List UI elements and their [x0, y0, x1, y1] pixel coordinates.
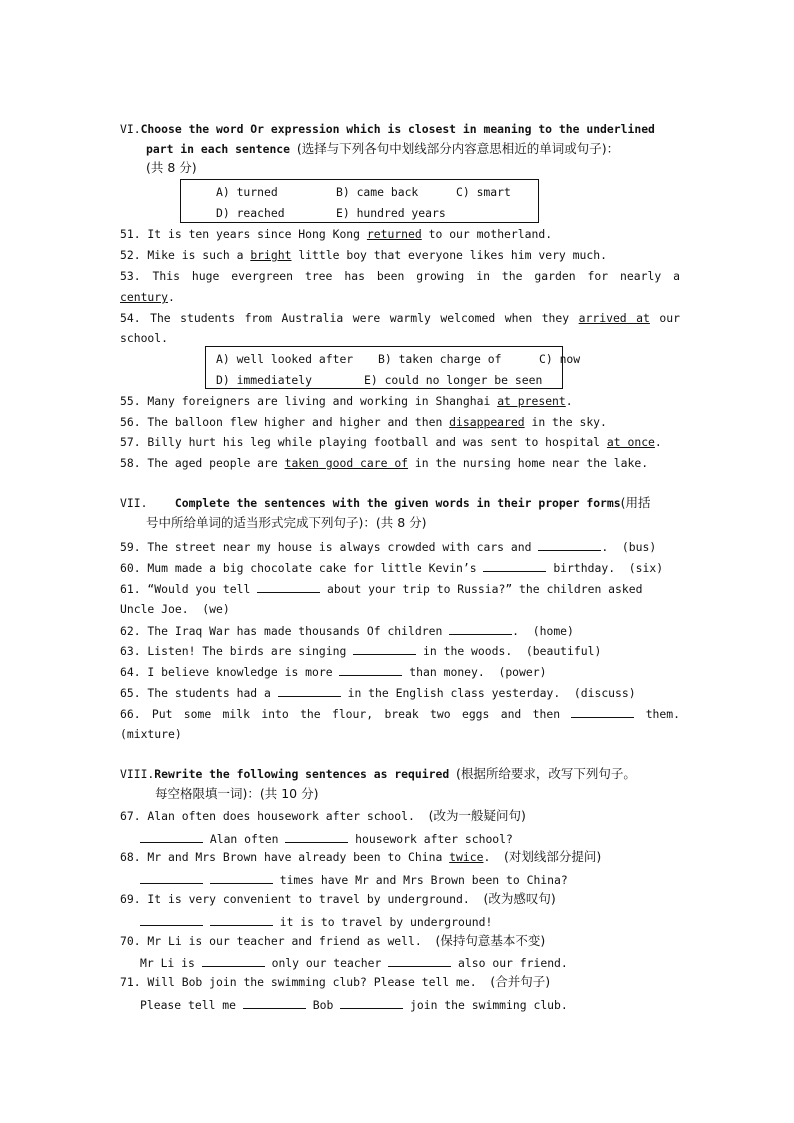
option-c: C) smart: [456, 185, 511, 199]
question-62: [120, 623, 680, 639]
option-a: A) turned: [216, 185, 278, 199]
question-59: [120, 539, 680, 555]
option-e: E) hundred years: [336, 206, 446, 220]
q-text: in the woods. (beautiful): [416, 644, 602, 658]
answer-blank[interactable]: [202, 955, 265, 967]
section-title: Rewrite the following sentences as required: [154, 767, 450, 781]
answer-blank[interactable]: [353, 643, 416, 655]
q-text: 51. It is ten years since Hong Kong: [120, 227, 367, 241]
q-text: 71. Will Bob join the swimming club? Please tell me.: [120, 975, 477, 989]
q-text: .: [654, 435, 662, 449]
q-text: birthday. (six): [546, 561, 664, 575]
question-69: [120, 891, 680, 907]
q-text: . (bus): [601, 540, 657, 554]
q-text: 52. Mike is such a: [120, 248, 251, 262]
question-55: [120, 394, 680, 409]
q-text: 64. I believe knowledge is more: [120, 665, 340, 679]
answer-blank[interactable]: [140, 914, 203, 926]
question-61: [120, 581, 680, 597]
answer-blank[interactable]: [278, 685, 341, 697]
answer-blank[interactable]: [243, 997, 306, 1009]
section-6-heading-line2: [146, 141, 680, 157]
q-text: 67. Alan often does housework after school.: [120, 809, 415, 823]
q-text: 55. Many foreigners are living and working in Shanghai: [120, 394, 498, 408]
option-a: A) well looked after: [216, 352, 354, 366]
q-text: Bob: [305, 998, 341, 1012]
instruction-cn: (对划线部分提问): [504, 849, 602, 864]
underlined-phrase: returned: [366, 227, 422, 241]
q-text: 63. Listen! The birds are singing: [120, 644, 354, 658]
q-text: it is to travel by underground!: [272, 915, 493, 929]
option-e: E) could no longer be seen: [364, 373, 543, 387]
q-text: in the nursing home near the lake.: [408, 456, 649, 470]
q-text: little boy that everyone likes him very much.: [291, 248, 607, 262]
question-69-answer: [140, 914, 700, 930]
option-c: C) now: [539, 352, 581, 366]
q-text: to our motherland.: [421, 227, 553, 241]
underlined-phrase: at present: [497, 394, 566, 408]
answer-blank[interactable]: [340, 997, 403, 1009]
answer-blank[interactable]: [388, 955, 451, 967]
section-number: VII.: [120, 496, 148, 510]
instruction-cn: (改为一般疑问句): [428, 808, 526, 823]
section-title: Complete the sentences with the given words in their proper forms: [174, 496, 621, 510]
answer-blank[interactable]: [483, 560, 546, 572]
question-66-line2: (mixture): [120, 727, 182, 741]
q-text: 61. “Would you tell: [120, 582, 258, 596]
answer-blank[interactable]: [538, 539, 601, 551]
question-68-answer: [140, 872, 700, 888]
instruction-cn: (合并句子): [490, 974, 551, 989]
underlined-phrase: taken good care of: [284, 456, 409, 470]
section-instruction-cn: (用括: [620, 495, 651, 510]
question-67: [120, 808, 680, 824]
q-text: only our teacher: [264, 956, 389, 970]
q-text: 62. The Iraq War has made thousands Of children: [120, 624, 450, 638]
q-text: .: [565, 394, 573, 408]
q-text: 60. Mum made a big chocolate cake for little Kevin’s: [120, 561, 484, 575]
q-text: about your trip to Russia?” the children asked: [320, 582, 643, 596]
q-text: times have Mr and Mrs Brown been to China?: [272, 873, 568, 887]
answer-blank[interactable]: [210, 914, 273, 926]
section-8-heading-line2: [155, 786, 715, 802]
q-text: .: [168, 290, 175, 304]
question-66: [120, 706, 680, 722]
instruction-cn: (保持句意基本不变): [435, 933, 546, 948]
answer-blank[interactable]: [449, 623, 512, 635]
question-57: [120, 435, 680, 450]
option-b: B) came back: [336, 185, 419, 199]
section-7-heading: [120, 495, 680, 511]
question-54-line2: school.: [120, 331, 169, 345]
option-d: D) reached: [216, 206, 285, 220]
q-text: 58. The aged people are: [120, 456, 285, 470]
question-54: [120, 311, 680, 326]
section-title: Choose the word Or expression which is closest in meaning to the underlined: [140, 122, 655, 136]
underlined-phrase: twice: [449, 850, 484, 864]
q-text: .: [483, 850, 491, 864]
q-text: in the sky.: [524, 415, 607, 429]
answer-blank[interactable]: [285, 831, 348, 843]
question-65: [120, 685, 680, 701]
answer-blank[interactable]: [140, 872, 203, 884]
q-text: 68. Mr and Mrs Brown have already been to China: [120, 850, 450, 864]
section-instruction-cn: 号中所给单词的适当形式完成下列句子)：(共 8 分): [146, 515, 427, 530]
question-67-answer: [140, 831, 700, 847]
section-6-score: [146, 160, 680, 176]
q-text: . (home): [512, 624, 574, 638]
section-6-heading: [120, 122, 680, 137]
section-7-heading-line2: [146, 515, 680, 531]
q-text: also our friend.: [451, 956, 568, 970]
q-text: our: [649, 311, 680, 325]
question-71: [120, 974, 680, 990]
q-text: Please tell me: [140, 998, 243, 1012]
q-text: in the English class yesterday. (discuss): [340, 686, 636, 700]
question-70-answer: [140, 955, 700, 971]
question-68: [120, 849, 680, 865]
underlined-phrase: bright: [250, 248, 292, 262]
q-text: housework after school?: [348, 832, 513, 846]
question-61-line2: Uncle Joe. (we): [120, 602, 230, 616]
q-text: 66. Put some milk into the flour, break two eggs and then: [120, 707, 572, 721]
q-text: them.: [634, 707, 680, 721]
q-text: 70. Mr Li is our teacher and friend as well.: [120, 934, 422, 948]
underlined-phrase: disappeared: [449, 415, 525, 429]
question-52: [120, 248, 680, 263]
answer-blank[interactable]: [210, 872, 273, 884]
q-text: 59. The street near my house is always crowded with cars and: [120, 540, 539, 554]
q-text: than money. (power): [402, 665, 547, 679]
question-70: [120, 933, 680, 949]
section-instruction-cn: (选择与下列各句中划线部分内容意思相近的单词或句子)：: [296, 141, 620, 156]
question-60: [120, 560, 680, 576]
question-56: [120, 415, 680, 430]
option-d: D) immediately: [216, 373, 313, 387]
q-text: 57. Billy hurt his leg while playing football and was sent to hospital: [120, 435, 607, 449]
answer-blank[interactable]: [140, 831, 203, 843]
question-53-line2: [120, 290, 680, 305]
q-text: 56. The balloon flew higher and higher and then: [120, 415, 450, 429]
q-text: 54. The students from Australia were warmly welcomed when they: [120, 311, 579, 325]
section-8-heading: [120, 766, 680, 782]
q-text: join the swimming club.: [403, 998, 568, 1012]
underlined-phrase: at once: [606, 435, 655, 449]
section-instruction-cn: 每空格限填一词)：(共 10 分): [155, 786, 319, 801]
section-number: VIII.: [120, 767, 155, 781]
section-instruction-cn: (根据所给要求，改写下列句子。: [456, 766, 636, 781]
q-text: Alan often: [203, 832, 286, 846]
instruction-cn: (改为感叹句): [483, 891, 556, 906]
q-text: 69. It is very convenient to travel by underground.: [120, 892, 470, 906]
question-51: [120, 227, 680, 242]
score-note: (共 8 分): [146, 160, 197, 175]
question-71-answer: [140, 997, 700, 1013]
section-number: VI.: [120, 122, 141, 136]
answer-blank[interactable]: [257, 581, 320, 593]
question-53: 53. This huge evergreen tree has been growing in the garden for nearly a: [120, 269, 680, 283]
q-text: 65. The students had a: [120, 686, 278, 700]
underlined-phrase: arrived at: [578, 311, 650, 325]
question-58: [120, 456, 680, 471]
answer-blank[interactable]: [571, 706, 634, 718]
option-b: B) taken charge of: [378, 352, 502, 366]
question-64: [120, 664, 680, 680]
section-title-cont: part in each sentence: [146, 142, 291, 156]
q-text: Mr Li is: [140, 956, 202, 970]
answer-blank[interactable]: [339, 664, 402, 676]
question-63: [120, 643, 680, 659]
underlined-phrase: century: [120, 290, 169, 304]
